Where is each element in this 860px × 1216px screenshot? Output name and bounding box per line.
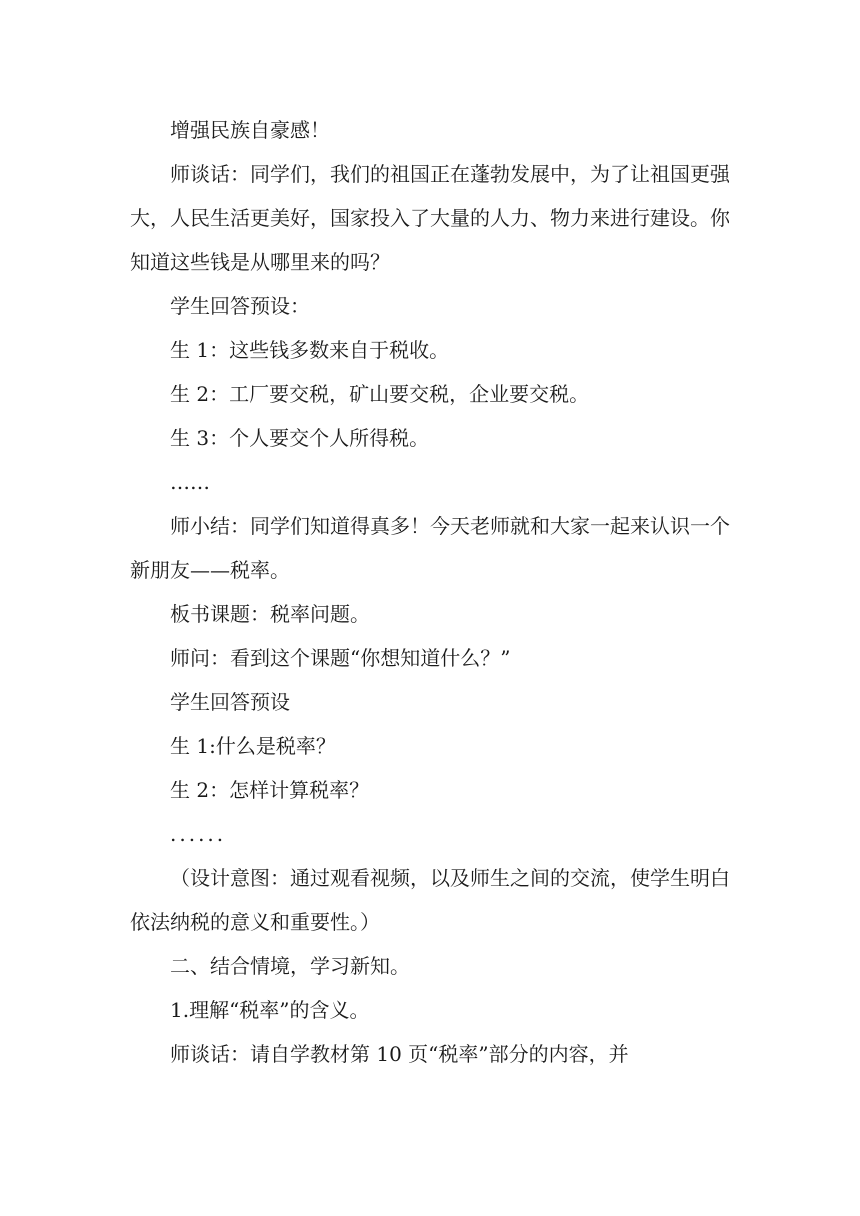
paragraph-dots: ...... (170, 822, 227, 846)
document-body (130, 108, 730, 1076)
paragraph-student-2-answer: 生 2：工厂要交税，矿山要交税，企业要交税。 (170, 382, 590, 406)
paragraph-student-1-answer: 生 1：这些钱多数来自于税收。 (170, 338, 450, 362)
paragraph-student-1-question: 生 1:什么是税率？ (170, 734, 336, 758)
subsection-heading-tax-rate-meaning: 1.理解“税率”的含义。 (170, 998, 370, 1022)
paragraph-student-3-answer: 生 3：个人要交个人所得税。 (170, 426, 430, 450)
paragraph-design-intent: （设计意图：通过观看视频，以及师生之间的交流，使学生明白依法纳税的意义和重要性。） (130, 866, 730, 934)
section-heading-situation-learning: 二、结合情境，学习新知。 (170, 954, 410, 978)
paragraph-teacher-question: 师问：看到这个课题“你想知道什么？” (170, 646, 511, 670)
paragraph-teacher-self-study: 师谈话：请自学教材第 10 页“税率”部分的内容，并 (170, 1042, 629, 1066)
paragraph-student-answer-heading-2: 学生回答预设 (170, 690, 290, 714)
paragraph-student-answer-heading: 学生回答预设： (170, 294, 310, 318)
paragraph-teacher-summary: 师小结：同学们知道得真多！今天老师就和大家一起来认识一个新朋友——税率。 (130, 514, 730, 582)
paragraph-teacher-talk-intro: 师谈话：同学们，我们的祖国正在蓬勃发展中，为了让祖国更强大，人民生活更美好，国家投入了大量的人力、物力来进行建设。你知道这些钱是从哪里来的吗？ (130, 162, 730, 274)
paragraph-student-2-question: 生 2：怎样计算税率？ (170, 778, 370, 802)
paragraph-national-pride: 增强民族自豪感！ (170, 118, 330, 142)
paragraph-ellipsis: …… (170, 470, 210, 494)
paragraph-board-title: 板书课题：税率问题。 (170, 602, 370, 626)
